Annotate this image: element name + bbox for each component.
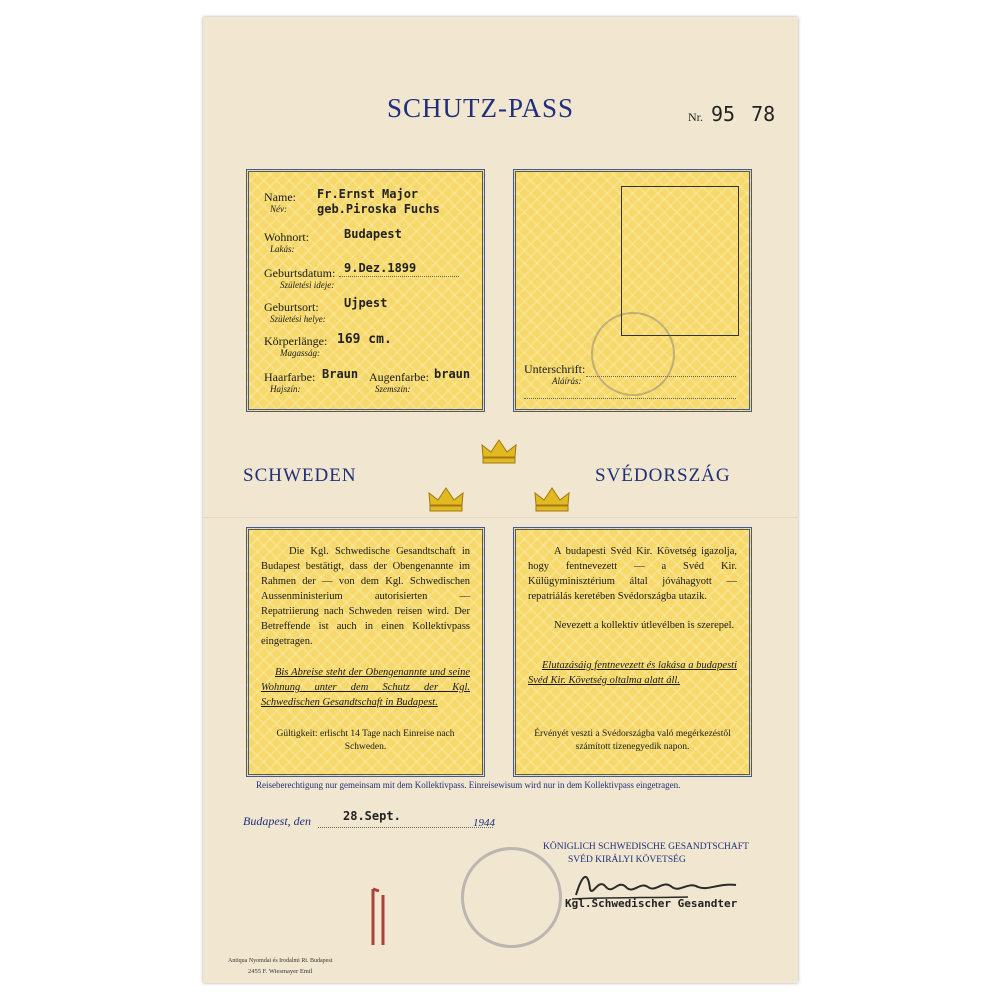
wohnort-sub-label: Lakás: xyxy=(270,244,295,254)
augenfarbe-label: Augenfarbe: xyxy=(369,370,429,384)
number-label: Nr. xyxy=(688,110,703,124)
dotted-line xyxy=(339,276,459,277)
signer-role: Kgl.Schwedischer Gesandter xyxy=(565,897,738,910)
year-value: 1944 xyxy=(473,817,495,829)
geburtsort-label: Geburtsort: xyxy=(264,300,319,314)
legation-line-1: KÖNIGLICH SCHWEDISCHE GESANDTSCHAFT xyxy=(543,842,749,852)
number-suffix: 78 xyxy=(751,102,776,126)
haarfarbe-sub-label: Hajszín: xyxy=(270,384,301,394)
paper-fold xyxy=(203,517,798,519)
geburtsdatum-sub-label: Születési ideje: xyxy=(280,280,335,290)
augenfarbe-label-group xyxy=(369,370,429,394)
haarfarbe-value: Braun xyxy=(322,367,359,381)
number-value: 95 xyxy=(711,102,736,126)
wohnort-label-group xyxy=(264,230,309,254)
photo-panel xyxy=(513,169,752,412)
german-text-panel xyxy=(246,527,485,777)
geburtsort-value: Ujpest xyxy=(344,296,388,310)
red-ink-mark xyxy=(369,887,389,947)
koerperlaenge-value: 169 cm. xyxy=(337,332,392,347)
stamp-seal xyxy=(461,847,562,948)
schutz-pass-document xyxy=(203,17,798,983)
country-left: SCHWEDEN xyxy=(243,465,357,486)
signature-sub-label: Aláírás: xyxy=(552,376,582,386)
hungarian-paragraph-2: Nevezett a kollektív útlevélben is szerepel. xyxy=(554,620,735,631)
hungarian-paragraph-4: Érvényét veszti a Svédországba való megérkezéstől számított tizenegyedik napon. xyxy=(534,729,731,752)
country-right: SVÉDORSZÁG xyxy=(595,465,731,486)
wohnort-label: Wohnort: xyxy=(264,230,310,244)
geburtsdatum-label: Geburtsdatum: xyxy=(264,266,336,280)
signature-line-2 xyxy=(524,398,736,399)
signature-label-group xyxy=(524,362,585,386)
haarfarbe-label-group xyxy=(264,370,315,394)
name-sub-label: Név: xyxy=(270,204,287,214)
date-value: 28.Sept. xyxy=(343,809,401,823)
koerperlaenge-label-group xyxy=(264,334,327,358)
printer-line-1: Antiqua Nyomdai és Irodalmi Rt. Budapest xyxy=(228,958,333,964)
haarfarbe-label: Haarfarbe: xyxy=(264,370,316,384)
geburtsort-sub-label: Születési helye: xyxy=(270,314,326,324)
document-number xyxy=(688,102,775,126)
crown-icon xyxy=(480,437,518,465)
printer-line-2: 2455 F. Wiesmayer Emil xyxy=(248,968,313,975)
date-line xyxy=(318,827,493,828)
identity-panel xyxy=(246,169,485,412)
name-line1: Fr.Ernst Major xyxy=(317,187,419,201)
hungarian-text-panel xyxy=(513,527,752,777)
document-title: SCHUTZ-PASS xyxy=(387,93,575,123)
augenfarbe-sub-label: Szemszín: xyxy=(375,384,411,394)
german-paragraph-2: Bis Abreise steht der Obengenannte und seine Wohnung unter dem Schutz der Kgl. Schwedischen Gesandtschaft in Budapest. xyxy=(261,667,470,708)
wohnort-value: Budapest xyxy=(344,227,402,241)
travel-note: Reiseberechtigung nur gemeinsam mit dem Kollektivpass. Einreisewisum wird nur in dem Kollektivpass eingetragen. xyxy=(256,780,681,790)
german-paragraph-3: Gültigkeit: erlischt 14 Tage nach Einreise nach Schweden. xyxy=(276,729,455,752)
name-label-group xyxy=(264,190,296,214)
augenfarbe-value: braun xyxy=(434,367,471,381)
hungarian-paragraph-1: A budapesti Svéd Kir. Követség igazolja, hogy fentnevezett — a Svéd Kir. Külügyminisztérium által jóváhagyott — repatriálás keretében Svédországba utazik. xyxy=(528,546,737,602)
geburtsdatum-label-group xyxy=(264,266,335,290)
name-line2: geb.Piroska Fuchs xyxy=(317,202,440,216)
signature-label: Unterschrift: xyxy=(524,362,586,376)
koerperlaenge-sub-label: Magasság: xyxy=(280,348,320,358)
geburtsdatum-value: 9.Dez.1899 xyxy=(344,261,417,275)
hungarian-paragraph-3: Elutazásáig fentnevezett és lakása a budapesti Svéd Kir. Követség oltalma alatt áll. xyxy=(528,660,737,686)
koerperlaenge-label: Körperlänge: xyxy=(264,334,328,348)
place-label: Budapest, den xyxy=(243,814,311,828)
german-paragraph-1: Die Kgl. Schwedische Gesandtschaft in Budapest bestätigt, dass der Obengenannte im Rahmen der — von dem Kgl. Schwedischen Aussenministerium autorisierten — Repatriierung nach Schweden reisen wird. Der Betreffende ist auch in einen Kollektivpass eingetragen. xyxy=(261,546,470,647)
signature-line xyxy=(586,376,736,377)
crown-icon xyxy=(427,485,465,513)
geburtsort-label-group xyxy=(264,300,326,324)
stamp-seal xyxy=(591,312,675,396)
crown-icon xyxy=(533,485,571,513)
name-label: Name: xyxy=(264,190,296,204)
legation-line-2: SVÉD KIRÁLYI KÖVETSÉG xyxy=(568,855,686,865)
